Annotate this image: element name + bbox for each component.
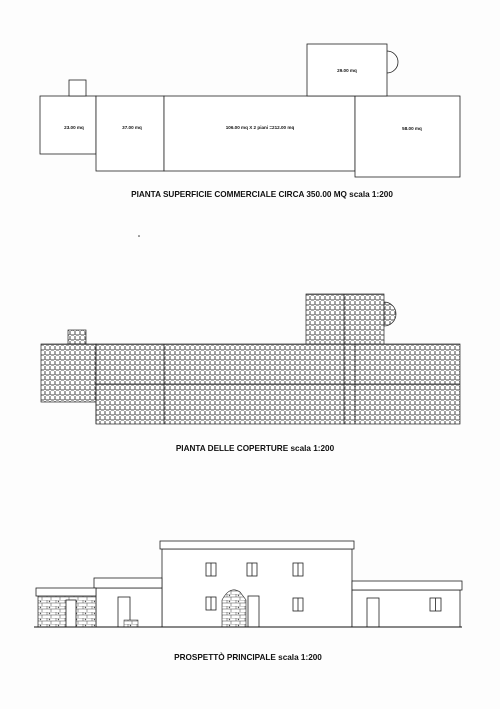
stone-wall-roof [36,588,96,596]
right-wing-roof [352,581,462,590]
main-roof-eave [160,541,354,549]
elevation-caption: PROSPETTÒ PRINCIPALE scala 1:200 [174,653,322,662]
roof-upper-volume [306,294,384,346]
room-1-area: 23.00 mq [64,125,84,130]
roof-apse [384,302,396,326]
floor-plan [40,44,460,199]
step-stones [124,620,138,627]
front-elevation [34,541,462,662]
roof-caption: PIANTA DELLE COPERTURE scala 1:200 [175,444,335,453]
roof-plan [41,294,460,453]
roof-wing-left [41,344,96,402]
room-2 [96,96,164,171]
plan-caption: PIANTA SUPERFICIE COMMERCIALE CIRCA 350.00 MQ scala 1:200 [131,190,393,199]
rubble-pile [222,590,246,627]
room-3-area: 106.00 mq X 2 piani =212.00 mq [225,125,295,130]
chimney-volume [69,80,86,96]
paper-speck [138,235,140,237]
left-wing-roof [94,578,162,588]
roof-chimney [68,330,86,344]
room-5-area: 29.00 mq [337,68,357,73]
room-4-area: 58.00 mq [402,126,422,131]
room-4 [355,96,460,177]
room-3 [164,96,355,171]
room-2-area: 37.00 mq [122,125,142,130]
ruin-opening [66,600,76,627]
door-right-wing [367,598,379,627]
door-main [248,596,259,627]
apse-curve [387,51,398,73]
